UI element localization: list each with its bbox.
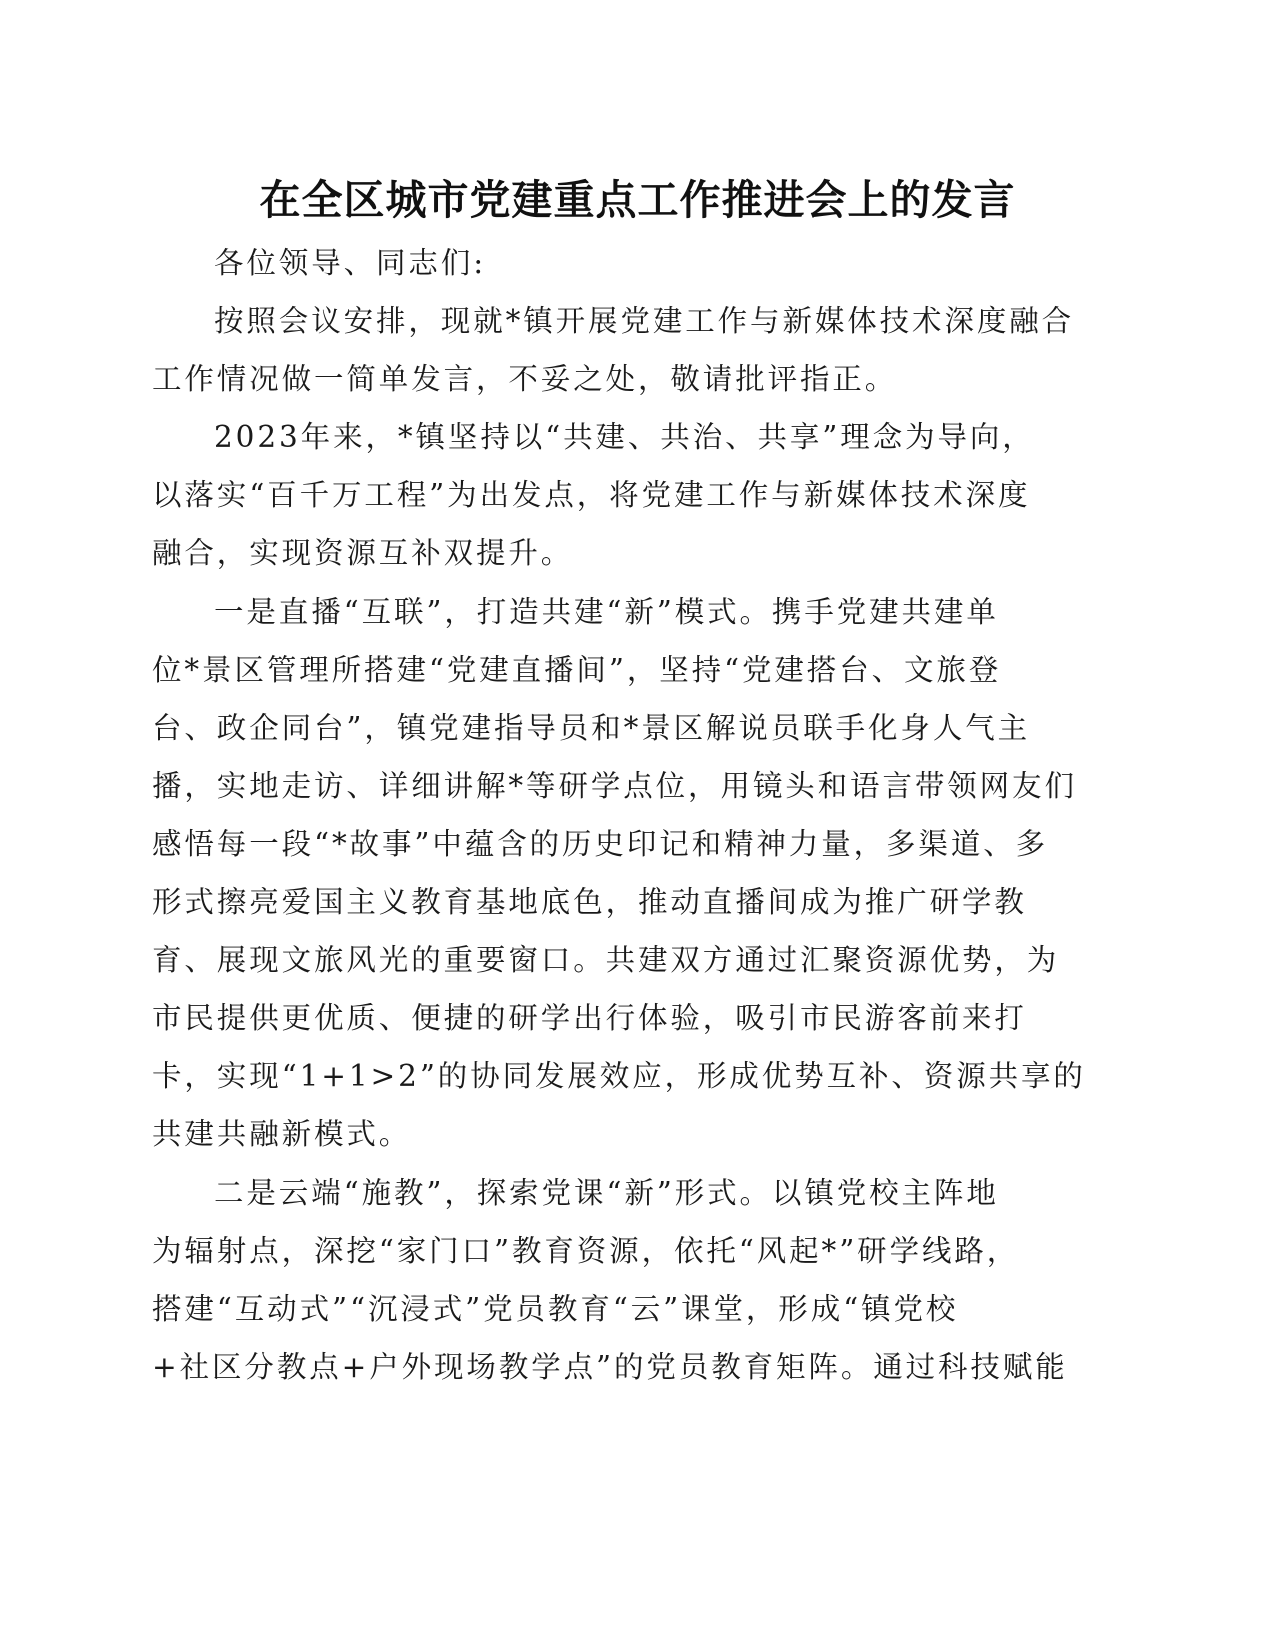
text-line: +社区分教点+户外现场教学点”的党员教育矩阵。通过科技赋能: [152, 1349, 1068, 1384]
intro-paragraph: [152, 292, 1094, 408]
text-line: 二是云端“施教”，探索党课“新”形式。以镇党校主阵地: [214, 1175, 999, 1210]
document-title: 在全区城市党建重点工作推进会上的发言: [259, 176, 1016, 224]
text-line: 卡，实现“1+1>2”的协同发展效应，形成优势互补、资源共享的: [152, 1059, 1086, 1094]
text-line: 按照会议安排，现就*镇开展党建工作与新媒体技术深度融合: [214, 304, 1075, 339]
overview-paragraph: [152, 408, 1094, 582]
document-body: [152, 234, 1094, 1396]
text-line: 为辐射点，深挖“家门口”教育资源，依托“风起*”研学线路，: [152, 1233, 1020, 1268]
text-line: 形式擦亮爱国主义教育基地底色，推动直播间成为推广研学教: [152, 885, 1027, 920]
text-line: 搭建“互动式”“沉浸式”党员教育“云”课堂，形成“镇党校: [152, 1291, 959, 1326]
text-line: 融合，实现资源互补双提升。: [152, 536, 574, 571]
greeting-paragraph: [152, 234, 1094, 292]
cloud-class-paragraph: [152, 1164, 1094, 1396]
text-line: 工作情况做一简单发言，不妥之处，敬请批评指正。: [152, 362, 898, 397]
text-line: 市民提供更优质、便捷的研学出行体验，吸引市民游客前来打: [152, 1001, 1027, 1036]
text-line: 共建共融新模式。: [152, 1117, 412, 1152]
text-line: 育、展现文旅风光的重要窗口。共建双方通过汇聚资源优势，为: [152, 943, 1060, 978]
text-line: 感悟每一段“*故事”中蕴含的历史印记和精神力量，多渠道、多: [152, 826, 1049, 861]
text-line: 2023年来，*镇坚持以“共建、共治、共享”理念为导向，: [214, 420, 1035, 455]
text-line: 位*景区管理所搭建“党建直播间”，坚持“党建搭台、文旅登: [152, 652, 1002, 687]
text-line: 各位领导、同志们:: [214, 246, 487, 280]
text-line: 一是直播“互联”，打造共建“新”模式。携手党建共建单: [214, 594, 999, 629]
livestream-paragraph: [152, 583, 1094, 1164]
text-line: 台、政企同台”，镇党建指导员和*景区解说员联手化身人气主: [152, 710, 1031, 745]
text-line: 播，实地走访、详细讲解*等研学点位，用镜头和语言带领网友们: [152, 768, 1077, 803]
text-line: 以落实“百千万工程”为出发点，将党建工作与新媒体技术深度: [152, 478, 1031, 513]
